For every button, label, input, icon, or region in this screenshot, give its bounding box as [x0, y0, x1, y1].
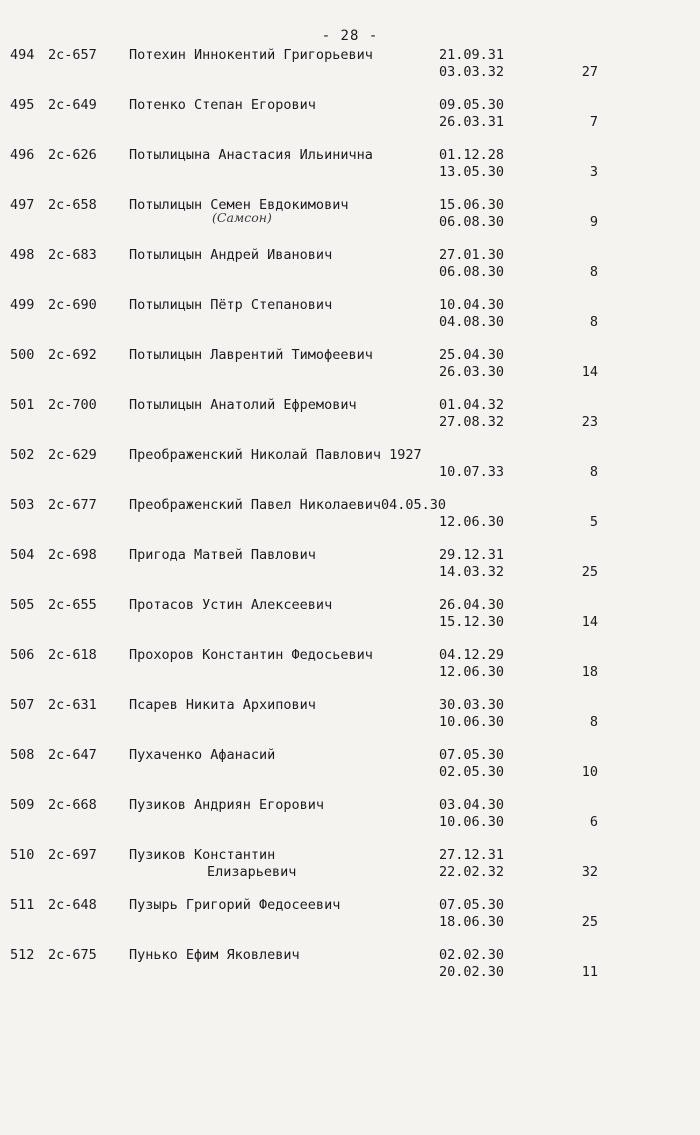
record-date-start: 27.12.31 [439, 847, 505, 863]
record-date-end: 04.08.30 [439, 314, 505, 330]
record-date-end: 02.05.30 [439, 764, 505, 780]
record-code: 2с-649 [48, 97, 97, 113]
record-name: Пухаченко Афанасий [129, 747, 276, 763]
record-date-end: 03.03.32 [439, 64, 505, 80]
record-date-start: 27.01.30 [439, 247, 505, 263]
record-code: 2с-655 [48, 597, 97, 613]
record-name: Пузиков Андриян Егорович [129, 797, 325, 813]
record-row [0, 797, 700, 837]
record-date-end: 10.06.30 [439, 814, 505, 830]
record-name: Прохоров Константин Федосьевич [129, 647, 373, 663]
record-name: Пунько Ефим Яковлевич [129, 947, 300, 963]
record-date-end: 06.08.30 [439, 264, 505, 280]
handwritten-note: (Самсон) [212, 210, 272, 225]
record-code: 2с-675 [48, 947, 97, 963]
record-code: 2с-629 [48, 447, 97, 463]
record-date-start: 29.12.31 [439, 547, 505, 563]
record-code: 2с-677 [48, 497, 97, 513]
record-name: Потылицын Лаврентий Тимофеевич [129, 347, 373, 363]
record-date-end: 12.06.30 [439, 514, 505, 530]
record-row [0, 897, 700, 937]
record-date-start: 01.12.28 [439, 147, 505, 163]
record-code: 2с-690 [48, 297, 97, 313]
record-count: 10 [581, 764, 598, 780]
record-count: 14 [581, 364, 598, 380]
record-code: 2с-658 [48, 197, 97, 213]
record-row [0, 697, 700, 737]
record-name: Пузиков Константин [129, 847, 276, 863]
record-name: Пригода Матвей Павлович [129, 547, 316, 563]
record-row [0, 647, 700, 687]
record-number: 510 [10, 847, 35, 863]
record-count: 7 [589, 114, 598, 130]
record-row [0, 147, 700, 187]
record-number: 497 [10, 197, 35, 213]
record-date-end: 06.08.30 [439, 214, 505, 230]
record-number: 494 [10, 47, 35, 63]
record-date-start: 21.09.31 [439, 47, 505, 63]
record-date-end: 10.07.33 [439, 464, 505, 480]
record-row [0, 347, 700, 387]
record-count: 3 [589, 164, 598, 180]
record-date-end: 14.03.32 [439, 564, 505, 580]
record-number: 509 [10, 797, 35, 813]
record-count: 5 [589, 514, 598, 530]
record-date-end: 13.05.30 [439, 164, 505, 180]
record-name-continued: Елизарьевич [207, 864, 297, 880]
record-date-start: 03.04.30 [439, 797, 505, 813]
record-row [0, 947, 700, 987]
record-date-end: 15.12.30 [439, 614, 505, 630]
record-name: Пузырь Григорий Федосеевич [129, 897, 341, 913]
record-number: 500 [10, 347, 35, 363]
record-number: 496 [10, 147, 35, 163]
record-code: 2с-647 [48, 747, 97, 763]
record-date-end: 26.03.30 [439, 364, 505, 380]
record-row [0, 447, 700, 487]
record-count: 8 [589, 464, 598, 480]
record-code: 2с-626 [48, 147, 97, 163]
record-date-start: 10.04.30 [439, 297, 505, 313]
record-number: 501 [10, 397, 35, 413]
record-row [0, 197, 700, 237]
record-count: 8 [589, 264, 598, 280]
record-date-end: 10.06.30 [439, 714, 505, 730]
record-count: 18 [581, 664, 598, 680]
record-name: Преображенский Павел Николаевич04.05.30 [129, 497, 446, 513]
record-date-start: 07.05.30 [439, 747, 505, 763]
record-row [0, 547, 700, 587]
record-number: 498 [10, 247, 35, 263]
record-number: 511 [10, 897, 35, 913]
record-date-start: 26.04.30 [439, 597, 505, 613]
record-name: Потылицын Андрей Иванович [129, 247, 333, 263]
record-date-start: 01.04.32 [439, 397, 505, 413]
record-date-end: 22.02.32 [439, 864, 505, 880]
record-code: 2с-683 [48, 247, 97, 263]
record-count: 8 [589, 714, 598, 730]
record-number: 495 [10, 97, 35, 113]
record-date-start: 04.12.29 [439, 647, 505, 663]
record-date-start: 30.03.30 [439, 697, 505, 713]
page-number: - 28 - [321, 28, 379, 44]
record-code: 2с-700 [48, 397, 97, 413]
record-date-start: 15.06.30 [439, 197, 505, 213]
record-number: 512 [10, 947, 35, 963]
record-name: Потылицын Анатолий Ефремович [129, 397, 357, 413]
record-count: 25 [581, 914, 598, 930]
record-date-start: 25.04.30 [439, 347, 505, 363]
record-name: Потенко Степан Егорович [129, 97, 316, 113]
record-count: 9 [589, 214, 598, 230]
record-date-end: 27.08.32 [439, 414, 505, 430]
record-name: Протасов Устин Алексеевич [129, 597, 333, 613]
record-count: 25 [581, 564, 598, 580]
record-date-start: 07.05.30 [439, 897, 505, 913]
record-count: 6 [589, 814, 598, 830]
record-date-start: 09.05.30 [439, 97, 505, 113]
record-row [0, 97, 700, 137]
record-date-end: 26.03.31 [439, 114, 505, 130]
record-name: Потехин Иннокентий Григорьевич [129, 47, 373, 63]
record-date-end: 20.02.30 [439, 964, 505, 980]
record-date-end: 18.06.30 [439, 914, 505, 930]
record-row [0, 497, 700, 537]
record-code: 2с-657 [48, 47, 97, 63]
record-count: 23 [581, 414, 598, 430]
record-count: 14 [581, 614, 598, 630]
record-code: 2с-618 [48, 647, 97, 663]
record-row [0, 297, 700, 337]
record-row [0, 397, 700, 437]
record-count: 32 [581, 864, 598, 880]
record-number: 507 [10, 697, 35, 713]
record-row [0, 47, 700, 87]
record-number: 504 [10, 547, 35, 563]
record-number: 508 [10, 747, 35, 763]
record-code: 2с-668 [48, 797, 97, 813]
record-code: 2с-631 [48, 697, 97, 713]
record-name: Псарев Никита Архипович [129, 697, 316, 713]
record-name: Потылицын Пётр Степанович [129, 297, 333, 313]
record-row [0, 247, 700, 287]
record-number: 503 [10, 497, 35, 513]
record-name: Потылицына Анастасия Ильинична [129, 147, 373, 163]
record-row [0, 847, 700, 887]
record-count: 27 [581, 64, 598, 80]
record-count: 8 [589, 314, 598, 330]
record-name: Преображенский Николай Павлович 1927 [129, 447, 422, 463]
record-date-start: 02.02.30 [439, 947, 505, 963]
record-number: 499 [10, 297, 35, 313]
record-count: 11 [581, 964, 598, 980]
record-name: Потылицын Семен Евдокимович [129, 197, 349, 213]
record-code: 2с-692 [48, 347, 97, 363]
record-number: 506 [10, 647, 35, 663]
record-row [0, 747, 700, 787]
record-row [0, 597, 700, 637]
record-code: 2с-697 [48, 847, 97, 863]
record-date-end: 12.06.30 [439, 664, 505, 680]
record-code: 2с-698 [48, 547, 97, 563]
record-number: 505 [10, 597, 35, 613]
record-number: 502 [10, 447, 35, 463]
record-code: 2с-648 [48, 897, 97, 913]
